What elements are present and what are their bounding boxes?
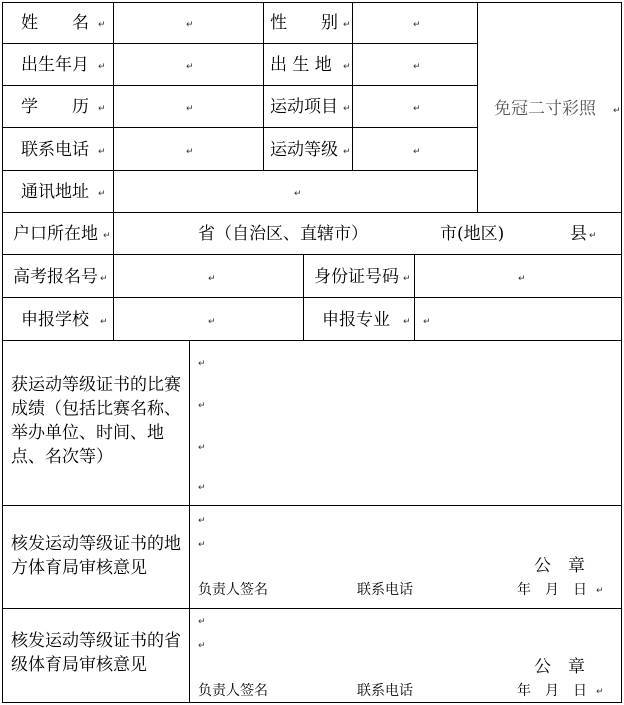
sport-label: 运动项目 bbox=[270, 97, 338, 117]
birthplace-label-cell bbox=[263, 43, 353, 86]
major-label: 申报专业 bbox=[322, 310, 390, 330]
birthplace-label: 出 生 地 bbox=[270, 55, 332, 75]
gender-label: 性 别 bbox=[270, 13, 338, 33]
paragraph-mark-icon: ↵ bbox=[186, 62, 194, 72]
paragraph-mark-icon: ↵ bbox=[98, 20, 106, 30]
paragraph-mark-icon: ↵ bbox=[198, 641, 206, 651]
paragraph-mark-icon: ↵ bbox=[589, 231, 597, 241]
results-label-cell bbox=[2, 340, 190, 506]
results-field[interactable] bbox=[189, 340, 622, 506]
exam-no-label-cell bbox=[2, 254, 114, 298]
address-label: 通讯地址 bbox=[21, 182, 89, 202]
paragraph-mark-icon: ↵ bbox=[403, 274, 411, 284]
county-text: 县 bbox=[570, 224, 587, 244]
id-field[interactable] bbox=[414, 254, 622, 298]
dob-field[interactable] bbox=[113, 43, 264, 86]
name-label-cell bbox=[2, 2, 114, 44]
paragraph-mark-icon: ↵ bbox=[103, 231, 111, 241]
results-label: 获运动等级证书的比赛成绩（包括比赛名称、举办单位、时间、地点、名次等） bbox=[11, 375, 181, 467]
province-seal-label: 公 章 bbox=[534, 657, 585, 677]
province-text: 省（自治区、直辖市） bbox=[198, 224, 368, 244]
paragraph-mark-icon: ↵ bbox=[198, 483, 206, 493]
paragraph-mark-icon: ↵ bbox=[343, 147, 351, 157]
paragraph-mark-icon: ↵ bbox=[403, 317, 411, 327]
dob-label: 出生年月 bbox=[21, 55, 89, 75]
education-field[interactable] bbox=[113, 85, 264, 128]
paragraph-mark-icon: ↵ bbox=[98, 104, 106, 114]
phone-field[interactable] bbox=[113, 127, 264, 171]
paragraph-mark-icon: ↵ bbox=[198, 359, 206, 369]
name-field[interactable] bbox=[113, 2, 264, 44]
paragraph-mark-icon: ↵ bbox=[413, 104, 421, 114]
province-signer-label: 负责人签名 bbox=[198, 683, 268, 699]
id-label-cell bbox=[303, 254, 415, 298]
paragraph-mark-icon: ↵ bbox=[413, 62, 421, 72]
paragraph-mark-icon: ↵ bbox=[186, 147, 194, 157]
paragraph-mark-icon: ↵ bbox=[343, 62, 351, 72]
address-label-cell bbox=[2, 170, 114, 213]
paragraph-mark-icon: ↵ bbox=[343, 104, 351, 114]
paragraph-mark-icon: ↵ bbox=[596, 586, 604, 596]
gender-label-cell bbox=[263, 2, 353, 44]
province-phone-label: 联系电话 bbox=[357, 683, 413, 699]
paragraph-mark-icon: ↵ bbox=[613, 106, 621, 116]
local-seal-label: 公 章 bbox=[534, 556, 585, 576]
paragraph-mark-icon: ↵ bbox=[100, 274, 108, 284]
local-signer-label: 负责人签名 bbox=[198, 582, 268, 598]
province-review-label-cell bbox=[2, 608, 190, 703]
exam-no-label: 高考报名号 bbox=[13, 267, 98, 287]
paragraph-mark-icon: ↵ bbox=[343, 20, 351, 30]
paragraph-mark-icon: ↵ bbox=[518, 274, 526, 284]
education-label-cell bbox=[2, 85, 114, 128]
paragraph-mark-icon: ↵ bbox=[198, 516, 206, 526]
id-label: 身份证号码 bbox=[314, 267, 399, 287]
sport-label-cell bbox=[263, 85, 353, 128]
local-phone-label: 联系电话 bbox=[357, 582, 413, 598]
paragraph-mark-icon: ↵ bbox=[198, 443, 206, 453]
level-label: 运动等级 bbox=[270, 140, 338, 160]
paragraph-mark-icon: ↵ bbox=[100, 317, 108, 327]
hukou-label-cell bbox=[2, 212, 114, 255]
province-date-label: 年 月 日 bbox=[517, 683, 587, 699]
birthplace-field[interactable] bbox=[352, 43, 478, 86]
local-review-label-cell bbox=[2, 505, 190, 609]
level-field[interactable] bbox=[352, 127, 478, 171]
dob-label-cell bbox=[2, 43, 114, 86]
paragraph-mark-icon: ↵ bbox=[98, 189, 106, 199]
phone-label: 联系电话 bbox=[21, 140, 89, 160]
paragraph-mark-icon: ↵ bbox=[208, 317, 216, 327]
paragraph-mark-icon: ↵ bbox=[186, 20, 194, 30]
city-text: 市(地区) bbox=[440, 224, 505, 244]
local-review-label: 核发运动等级证书的地方体育局审核意见 bbox=[11, 534, 181, 578]
hukou-label: 户口所在地 bbox=[13, 224, 98, 244]
sport-field[interactable] bbox=[352, 85, 478, 128]
photo-label: 免冠二寸彩照 bbox=[494, 99, 596, 119]
local-review-field[interactable] bbox=[189, 505, 622, 609]
paragraph-mark-icon: ↵ bbox=[198, 540, 206, 550]
name-label: 姓 名 bbox=[21, 13, 89, 33]
education-label: 学 历 bbox=[21, 97, 89, 117]
paragraph-mark-icon: ↵ bbox=[294, 189, 302, 199]
address-field[interactable] bbox=[113, 170, 478, 213]
paragraph-mark-icon: ↵ bbox=[413, 147, 421, 157]
school-field[interactable] bbox=[113, 297, 304, 341]
photo-box[interactable] bbox=[477, 2, 622, 213]
paragraph-mark-icon: ↵ bbox=[198, 401, 206, 411]
paragraph-mark-icon: ↵ bbox=[98, 62, 106, 72]
paragraph-mark-icon: ↵ bbox=[186, 104, 194, 114]
local-date-label: 年 月 日 bbox=[517, 582, 587, 598]
school-label: 申报学校 bbox=[21, 310, 89, 330]
paragraph-mark-icon: ↵ bbox=[413, 20, 421, 30]
major-field[interactable] bbox=[414, 297, 622, 341]
hukou-field[interactable] bbox=[113, 212, 622, 255]
paragraph-mark-icon: ↵ bbox=[208, 274, 216, 284]
paragraph-mark-icon: ↵ bbox=[198, 617, 206, 627]
province-review-label: 核发运动等级证书的省级体育局审核意见 bbox=[11, 631, 181, 675]
level-label-cell bbox=[263, 127, 353, 171]
phone-label-cell bbox=[2, 127, 114, 171]
paragraph-mark-icon: ↵ bbox=[596, 687, 604, 697]
exam-no-field[interactable] bbox=[113, 254, 304, 298]
province-review-field[interactable] bbox=[189, 608, 622, 703]
paragraph-mark-icon: ↵ bbox=[423, 317, 431, 327]
school-label-cell bbox=[2, 297, 114, 341]
gender-field[interactable] bbox=[352, 2, 478, 44]
paragraph-mark-icon: ↵ bbox=[98, 147, 106, 157]
major-label-cell bbox=[303, 297, 415, 341]
